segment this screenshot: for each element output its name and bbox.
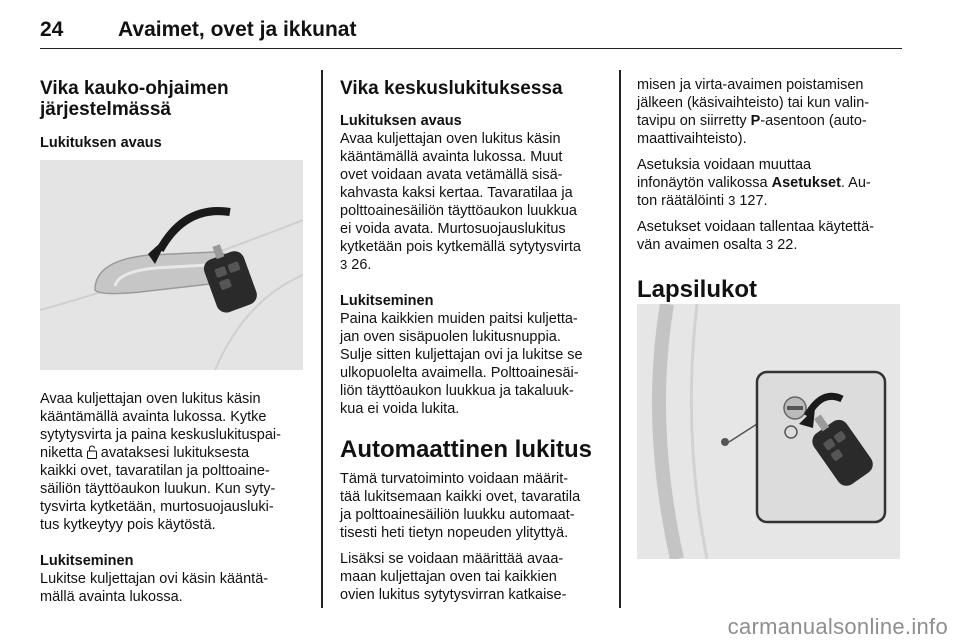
column-divider (619, 70, 621, 608)
padlock-open-icon (87, 445, 97, 459)
column-2 (340, 72, 608, 604)
section-heading: Lapsilukot (637, 276, 758, 303)
column-3 (637, 72, 905, 304)
paragraph: Paina kaikkien muiden paitsi kuljetta- jan oven sisäpuolen lukitusnuppia. Sulje sitten kuljettajan ovi ja lukitse se ulkopuolelta avaimella. Polttoainesäi- liön täyttöaukon luukkua ja takaluuk- kua ei voida lukita. (340, 311, 583, 417)
page-reference-arrow-icon: 3 (765, 237, 774, 252)
paragraph: Avaa kuljettajan oven lukitus käsin kääntämällä avainta lukossa. Muut ovet voidaan avata vetämällä sisä- kahvasta kaksi kertaa. Tavaratilaa ja polttoainesäiliön täyttöaukon luukkua ei voida avata. Murtosuojauslukitus kytketään pois kytkemällä sytytysvirta 3 26. (340, 131, 581, 273)
page-title: Avaimet, ovet ja ikkunat (118, 18, 357, 41)
paragraph: Tämä turvatoiminto voidaan määrit- tää lukitsemaan kaikki ovet, tavaratila ja polttoainesäiliön luukku automaat- tisesti heti tietyn nopeuden ylityttyä. (340, 471, 581, 541)
paragraph: Avaa kuljettajan oven lukitus käsin kääntämällä avainta lukossa. Kytke sytytysvirta ja paina keskuslukituspai- niketta avataksesi lukituksesta kaikki ovet, tavaratilan ja polttoaine- säiliön täyttöaukon luukun. Kun syty- tysvirta kytketään, murtosuojausluki- tus kytkeytyy pois käytöstä. (40, 391, 281, 533)
paragraph: Asetuksia voidaan muuttaa infonäytön valikossa Asetukset. Au- ton räätälöinti 3 127. (637, 157, 871, 209)
section-heading: Vika keskuslukituksessa (340, 78, 563, 99)
paragraph: misen ja virta-avaimen poistamisen jälkeen (käsivaihteisto) tai kun valin- tavipu on siirretty P-asentoon (auto- maattivaihteisto). (637, 77, 870, 147)
page-header (40, 14, 902, 49)
watermark: carmanualsonline.info (727, 614, 948, 639)
section-heading: Vika kauko-ohjaimen järjestelmässä (40, 78, 229, 120)
subheading-unlock: Lukituksen avaus (340, 113, 462, 129)
page-reference[interactable]: 26. (351, 257, 372, 273)
paragraph: Asetukset voidaan tallentaa käytettä- vän avaimen osalta 3 22. (637, 219, 874, 253)
subheading-lock: Lukitseminen (40, 553, 134, 569)
column-1-body (40, 390, 310, 606)
section-heading: Automaattinen lukitus (340, 436, 593, 463)
page-reference-arrow-icon: 3 (728, 193, 736, 208)
subheading-unlock: Lukituksen avaus (40, 135, 162, 151)
paragraph: Lukitse kuljettajan ovi käsin kääntä- mällä avainta lukossa. (40, 571, 269, 605)
page-number: 24 (40, 18, 64, 41)
subheading-lock: Lukitseminen (340, 293, 434, 309)
page-reference-arrow-icon: 3 (340, 257, 348, 272)
paragraph: Lisäksi se voidaan määrittää avaa- maan kuljettajan oven tai kaikkien ovien lukitus sytytysvirran katkaise- (340, 551, 567, 603)
column-divider (321, 70, 323, 608)
child-lock-illustration (637, 304, 900, 559)
door-handle-key-illustration (40, 160, 303, 370)
page-reference[interactable]: 127. (739, 193, 768, 209)
page-reference[interactable]: 22. (777, 237, 798, 253)
